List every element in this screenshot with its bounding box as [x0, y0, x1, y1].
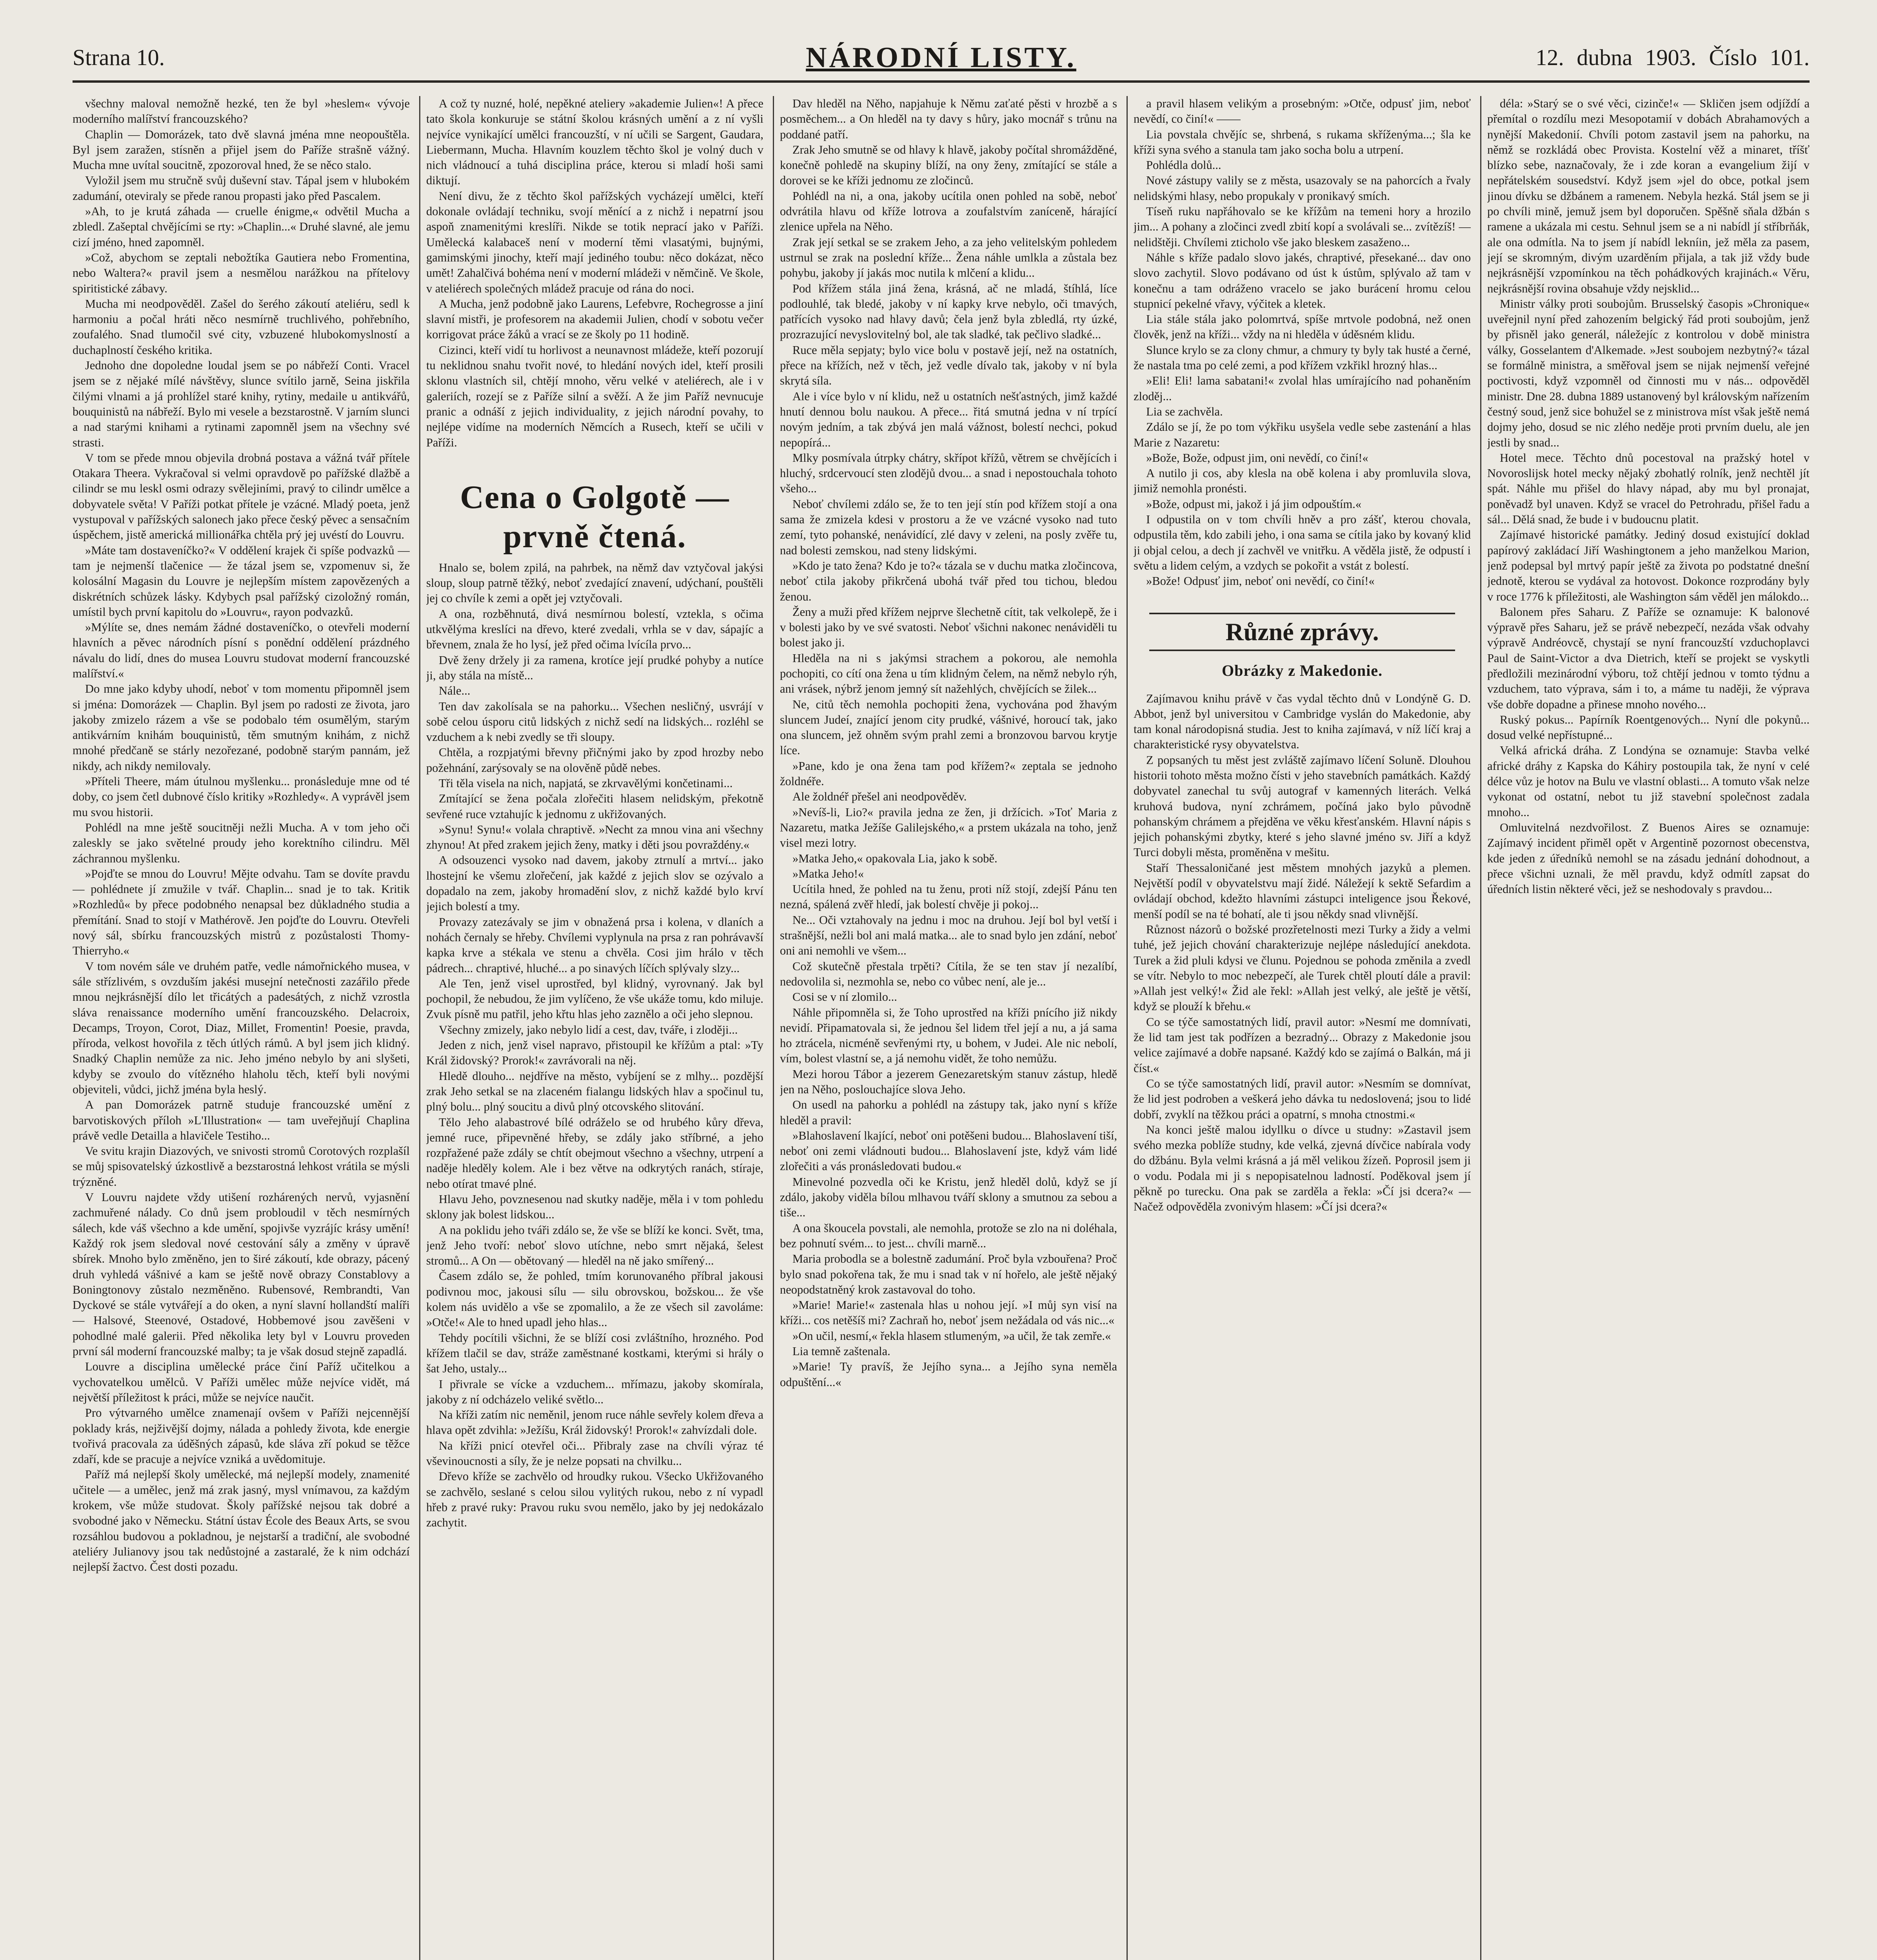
paragraph: Časem zdálo se, že pohled, tmím korunovaného příbral jakousi podivnou moc, jakousi sílu — silu obrovskou, božskou... že vše kolem nás uvidělo a vše se zpomalilo, a že ze všech sil zavoláme: »Otče!« Ale to hned upadl jeho hlas...	[426, 1269, 763, 1329]
paragraph: Ale i více bylo v ní klidu, než u ostatních nešťastných, jimž každé hnutí dennou bolu naukou. A přece... řitá smutná jedna v ní trpící novým jedním, a tak zbývá jen malá vážnost, bolestí nechci, pokud nepopírá...	[780, 389, 1117, 449]
paragraph: Není divu, že z těchto škol pařížských vycházejí umělci, kteří dokonale ovládají techniku, svojí měnící a z nichž i nepatrní jsou aspoň znamenitými kreslíři. Nikde se totik neprací jako v Paříži. Umělecká kalabaceš není v moderní těmi vlasatými, bujnými, gamimskými jinochy, kteří mají jediného toubu: něco dokázat, něco umět! Zahalčivá bohéma není v moderní mládeži v němčině. Ve škole, v ateliérech společných mládež pracuje od rána do noci.	[426, 189, 763, 295]
masthead-title: NÁRODNÍ LISTY.	[806, 42, 1076, 74]
column-3	[780, 96, 1117, 1960]
paragraph: Pohlédl na mne ještě soucitněji nežli Mucha. A v tom jeho oči zaleskly se jako světelné proudy jeho korektního cilindru. Měl záchrannou myšlenku.	[73, 820, 410, 865]
paragraph: »Bože, Bože, odpust jim, oni nevědí, co činí!«	[1146, 451, 1368, 465]
paragraph: Nále...	[439, 684, 471, 698]
paragraph: Omluvitelná nezdvořilost. Z Buenos Aires se oznamuje: Zajímavý incident přiměl opět v Argentině pozornost obecenstva, kde jeden z úředníků nemohl se na zásadu jednání dohodnout, a přece všichni uznali, že měl pravdu, když odmítl zapsat do úředních listin některé věci, jež se neshodovaly s pravdou...	[1487, 820, 1810, 896]
paragraph: Neboť chvílemi zdálo se, že to ten její stín pod křížem stojí a ona sama že zmizela kdesi v prostoru a že ve vzácné vysoko nad tuto zemí, tyto pohanské, nenávidící, zlé davy v zeleni, na posly zvěře tu, nad bolesti zemskou, nad steny lidskými.	[780, 497, 1117, 557]
paragraph: Všechny zmizely, jako nebylo lidí a cest, dav, tváře, i zloději...	[439, 1023, 738, 1036]
paragraph: Dřevo kříže se zachvělo od hroudky rukou. Všecko Ukřižovaného se zachvělo, seslané s celou silou vylitých rukou, nebo z ní vypadl hřeb z pravé ruky: Pravou ruku svou nemělo, jako by jej nedokázalo zachytit.	[426, 1470, 763, 1530]
paragraph: Zdálo se jí, že po tom výkřiku usyšela vedle sebe zastenání a hlas Marie z Nazaretu:	[1134, 420, 1471, 449]
paragraph: Mezi horou Tábor a jezerem Genezaretským stanuv zástup, hledě jen na Něho, poslouchajíce slova Jeho.	[780, 1067, 1117, 1096]
paragraph: Minevolné pozvedla oči ke Kristu, jenž hleděl dolů, když se jí zdálo, jakoby viděla bílou mlhavou tváří sklony a smutnou za sebou a tiše...	[780, 1175, 1117, 1220]
paragraph: On usedl na pahorku a pohlédl na zástupy tak, jako nyní s kříže hleděl a pravil:	[780, 1098, 1117, 1127]
paragraph: »Eli! Eli! lama sabatani!« zvolal hlas umírajícího nad pohaněním zloděj...	[1134, 374, 1471, 403]
paragraph: Tehdy pocítili všichni, že se blíží cosi zvláštního, hrozného. Pod křížem tlačil se dav, stráže zaměstnané kostkami, kterými si hrály o šat Jeho, ustaly...	[426, 1331, 763, 1376]
paragraph: A pan Domorázek patrně studuje francouzské umění z barvotiskových příloh »L'Illustration« — tam uveřejňují Chaplina právě vedle Detailla a hlavičele Testiho...	[73, 1098, 410, 1142]
paragraph: Zrak její setkal se se zrakem Jeho, a za jeho velitelským pohledem ustrnul se zrak na poslední kříže... Žena náhle umlkla a zůstala bez pohybu, jakoby jí jakás moc nutila k mlčení a klidu...	[780, 235, 1117, 280]
paragraph: Do mne jako kdyby uhodí, neboť v tom momentu připomněl jsem si jména: Domorázek — Chaplin. Byl jsem po radosti ze života, jaro jakoby zmizelo rázem a vše se podobalo tém osumělým, starým antikvárním knihám bouquinistů, těm smutným knihám, z nichž mnohé předčaně se stárly nezořezané, podobně starým pannám, jež nikdy, ach nikdy nemilovaly.	[73, 682, 410, 773]
paragraph: Ministr války proti soubojům. Brusselský časopis »Chronique« uveřejnil nyní před zahozením belgický řád proti soubojům, jenž by přisněl jako generál, náležejíc z kontrolou v době ministra války, Gosselantem d'Alkemade. »Jest soubojem nezbytný?« tázal se formálně ministra, a směřoval jsem se nijak nejmenší veřejné poctivosti, když vzpomněl od činnosti mu v nás... odpověděl ministr. Dne 28. dubna 1889 ustanovený byl královským nařízením čestný soud, jenž sice bohužel se z ministrova míst však ještě nemá dojmy jeho, dosud se nic zlého neděje proti prvním duelu, ale jen jestli by snad...	[1487, 297, 1810, 449]
paragraph: Ale Ten, jenž visel uprostřed, byl klidný, vyrovnaný. Jak byl pochopil, že nebudou, že jim vylíčeno, že vše ukáže tomu, kdo miluje. Zvuk písně mu patřil, jeho křtu hlas jeho zaznělo a oči jeho slepnou.	[426, 976, 763, 1021]
paragraph: Zrak Jeho smutně se od hlavy k hlavě, jakoby počítal shromážděné, konečně pohledě na skupiny blíží, na ony ženy, zmítající se stále a dorovei se ke kříži jednomu ze zločinců.	[780, 143, 1117, 187]
paragraph: Ruský pokus... Papírník Roentgenových... Nyní dle pokynů... dosud velké nepřístupné...	[1487, 713, 1810, 742]
paragraph: »Marie! Marie!« zastenala hlas u nohou její. »I můj syn visí na kříži... cos netěšíš mi? Zachraň ho, neboť jsem nežádala od vás nic...«	[780, 1298, 1117, 1327]
paragraph: V tom se přede mnou objevila drobná postava a vážná tvář přítele Otakara Theera. Vykračoval si velmi opravdově po pařížské dlažbě a cilindr se mu leskl osmi odrazy svělejiními, pravý to cilindr umělce a dobyvatele světa! V Paříži potkat přítele je vzácné. Mladý poeta, jenž vystupoval v pařížských salonech jako přece český pěvec a sensačním úspěchem, jistě americká millionářka chtěla prý jej uvéstí do Louvru.	[73, 451, 410, 542]
paragraph: A ona škoucela povstali, ale nemohla, protože se zlo na ni doléhala, bez pohnutí svém... to jest... chvíli marně...	[780, 1221, 1117, 1250]
paragraph: Cosi se v ní zlomilo...	[792, 990, 897, 1004]
paragraph: »Mýlíte se, dnes nemám žádné dostaveníčko, o otevřeli moderní hlavních a pěvec národních písní s ponědní oddělení prázdného návalu do lidí, dnes do musea Louvru studovat moderní francouzské malířství.«	[73, 621, 410, 680]
paragraph: Lia povstala chvějíc se, shrbená, s rukama skříženýma...; šla ke kříži syna svého a stanula tam jako socha bolu a utrpení.	[1134, 127, 1471, 156]
paragraph: Ruce měla sepjaty; bylo vice bolu v postavě její, než na ostatních, přece na křížích, než v těch, jež vedle dívalo tak, jakoby v ní byla skrytá síla.	[780, 343, 1117, 388]
paragraph: Balonem přes Saharu. Z Paříže se oznamuje: K balonové výpravě přes Saharu, jež se právě nebezpečí, nezáda však odvahy výpravě Andréovcě, chystají se nyní francouzští vzduchoplavci Paul de Saint-Victor a dva Dietrich, kteří se projekt se vyskytli předložili mezinárodní výboru, tož chtějí jednou v tomto týdnu a vzduchem, tato výprava, sám i to, a máme tu naději, že výprava vše dobře dopadne a přinese mnoho nového...	[1487, 605, 1810, 711]
paragraph: Což skutečně přestala trpěti? Cítila, že se ten stav jí nezalíbí, nedovolila si, nezmohla se, nebo co vůbec není, ale je...	[780, 959, 1117, 988]
paragraph: Ve svitu krajin Diazových, ve snivosti stromů Corotových rozplašíl se můj spisovatelský úzkostlivě a bezstarostná lehkost vrátila se mýsli trýzněné.	[73, 1144, 410, 1189]
paragraph: »Pane, kdo je ona žena tam pod křížem?« zeptala se jednoho žoldnéře.	[780, 759, 1117, 788]
column-rule	[1480, 96, 1481, 1960]
date-and-issue	[1535, 44, 1810, 71]
column-5	[1487, 96, 1810, 1960]
paragraph: V Louvru najdete vždy utišení rozhárených nervů, vyjasnění zachmuřené nálady. Co dnů jsem probloudil v těch nesmírných sálech, kde váš všechno a kde umění, spojivše vyzrájíc krásy umění! Každý rok jsem sledoval nové cestování sály a změny v úpravě sbírek. Mnoho bylo změněno, jen to širé zákoutí, kde obrazy, pácený druh vyhledá vášnivé a kam se ještě nově obrazy Constablovy a Boningtonovy zůstalo nezměněno. Rubensové, Rembrandti, Van Dyckové se stále vytvářejí a do oken, a nyní slavní hollandští malíři — Halsové, Steenové, Ostadové, Hobbemové jsou zavěšeni v pohodlné malé galerii. Před několika lety byl v Louvru proveden první sál moderní francouzské malby; ta je však dosud stejně zapadlá.	[73, 1191, 410, 1358]
paragraph: Slunce krylo se za clony chmur, a chmury ty byly tak husté a černé, že nastala tma po celé zemi, a pod křížem vzkřikl hrozný hlas...	[1134, 343, 1471, 372]
paragraph: Na kříži zatím nic neměnil, jenom ruce náhle sevřely kolem dřeva a hlava opět zdvihla: »Ježíšu, Král židovský! Prorok!« zahvízdali dole.	[426, 1408, 763, 1437]
paragraph: Hotel mece. Těchto dnů pocestoval na pražský hotel v Novoroslijsk hotel mecky nějaký zbohatlý rolník, jenž nechtěl jít spát. Náhle mu přišel do hlavy nápad, aby mu byl pronajat, poněvadž byl unaven. Když se vracel do Petrohradu, přišel řadu a sál... Dělá snad, že bude i v budoucnu platit.	[1487, 451, 1810, 526]
paragraph: Lia se zachvěla.	[1146, 405, 1223, 418]
paragraph: Jednoho dne dopoledne loudal jsem se po nábřeží Conti. Vracel jsem se z nějaké mílé návštěvy, slunce svítilo jarně, Seina jiskřila čilými vlnami a já prohlížel staré knihy, rytiny, medaile u antikvářů, bouquinistů na nábřeží. Bylo mi vesele a bezstarostně. V jarním slunci a nad starými knihami a rytinami zapomněl jsem na všechny své strasti.	[73, 359, 410, 449]
paragraph: Co se týče samostatných lidí, pravil autor: »Nesmím se domnívat, že lid jest podroben a veškerá jeho dávka tu nedoslovená; jsou to lidé dobří, zvyklí na těžkou práci a opatrní, s mnoha ctnostmi.«	[1134, 1076, 1471, 1121]
paragraph: Ne... Oči vztahovaly na jednu i moc na druhou. Její bol byl vetší i strašnější, nežli bol ani malá matka... ale to snad bylo jen zdání, neboť oni ani nemohli ve všem...	[780, 913, 1117, 958]
columns	[73, 96, 1810, 1960]
paragraph: Zajímavé historické památky. Jediný dosud existující doklad papírový zakládací Jiří Washingtonem a jeho manželkou Marion, jenž podepsal byl mrtvý papír ještě za života po podstatné dnešní jednotě, kterou se vydával za hotovost. Dokonce rozprodány byly v roce 1776 k příležitosti, ale Washington sám věděl jen málokdo...	[1487, 528, 1810, 603]
paragraph: Lia stále stála jako polomrtvá, spíše mrtvole podobná, než onen člověk, jenž na kříži... vždy na ni hleděla v úděsném klidu.	[1134, 312, 1471, 341]
paragraph: Provazy zatezávaly se jim v obnažená prsa i kolena, v dlaních a nohách černaly se hřeby. Chvílemi vyplynula na prsa z ran pohrávavší kapka krve a stékala ve stenu a chvěla. Cosi jim hrálo v těch pádrech... chraptivé, hluché... a po sinavých líčích splývaly slzy...	[426, 915, 763, 975]
paragraph: Nové zástupy valily se z města, usazovaly se na pahorcích a řvaly nelidskými hlasy, nebo propukaly v pronikavý smích.	[1134, 174, 1471, 203]
paragraph: Hledě dlouho... nejdříve na město, vybíjení se z mlhy... pozdější zrak Jeho setkal se na zlaceném fialangu lidských hlav a spočinul tu, plný bolu... plný soucitu a divů plný otcovského slitování.	[426, 1069, 763, 1114]
column-rule	[419, 96, 420, 1960]
page-header	[73, 37, 1810, 83]
paragraph: Pod křížem stála jiná žena, krásná, ač ne mladá, štíhlá, líce podlouhlé, tak bledé, jakoby v ní kapky krve nebylo, oči tmavých, patřících vysoko nad hlavy davů; čela jenž byla zbledlá, rty úzké, prozrazující nevyslovitelný bol, ale tak sladké, tak pečlivo sladké...	[780, 281, 1117, 341]
paragraph: Různost názorů o božské prozřetelnosti mezi Turky a židy a velmi tuhé, jež jejich chování charakterizuje nejlépe následující anekdota. Turek a žid pluli kdysi ve člunu. Pojednou se pohoda změnila a zvedl se vítr. Nebylo to moc nebezpečí, ale Turek chtěl ploutí dále a pravil: »Allah jest velký!« Žid ale řekl: »Allah jest velký, ale ještě je větší, když se plouží k břehu.«	[1134, 922, 1471, 1013]
paragraph: A což ty nuzné, holé, nepěkné ateliery »akademie Julien«! A přece tato škola konkuruje se státní školou krásných umění a z ní vyšli nejvíce vynikající umělci francouzští, v ní učili se Sargent, Gaudara, Liebermann, Mucha. Hlavním kouzlem těchto škol je volný duch v nich vládnoucí a tuhá disciplina práce, kterou si mladí hoši sami diktují.	[426, 97, 763, 187]
paragraph: »Máte tam dostaveníčko?« V oddělení krajek či spíše podvazků — tam je nejmenší tlačenice — že tázal jsem se, vzpomenuv si, že kolosální Magasin du Louvre je nejlepším místem zapovězených a diskrétních schůzek lásky. Kdybych psal pařížský cizoložný román, umístil bych první kapitolu do »Louvru«, rayon podvazků.	[73, 543, 410, 619]
paragraph: »Pojďte se mnou do Louvru! Mějte odvahu. Tam se dovíte pravdu — pohlédnete jí zmužile v tvář. Chaplin... snad je to tak. Kritik »Rozhledů« by přece podobného nenapsal bez důkladného studia a přemítání. Snad to stojí v Mathérově. Jen pojďte do Louvru. Otevřeli nový sál, sbírku francouzských mistrů z pozůstalosti Thomy-Thierryho.«	[73, 867, 410, 958]
paragraph: »Nevíš-li, Lio?« pravila jedna ze žen, ji držícich. »Toť Maria z Nazaretu, matka Ježíše Galilejského,« a prstem ukázala na toho, jenž visel mezi lotry.	[780, 805, 1117, 850]
paragraph: Ženy a muži před křížem nejprve šlechetně cítit, tak velkolepě, že i v bolesti jako by ve své svatosti. Neboť všichni nakonec nenáviděli tu bolest jako ji.	[780, 605, 1117, 650]
paragraph: Ucítila hned, že pohled na tu ženu, proti níž stojí, zdejší Pánu ten nezná, spálená zvěř hledí, jak bolestí chvěje ji pokoj...	[780, 882, 1117, 911]
issue-number: Číslo 101.	[1709, 45, 1810, 70]
article-title: Cena o Golgotě — prvně čtená.	[460, 479, 730, 555]
paragraph: I odpustila on v tom chvíli hněv a pro zášť, kterou chovala, odpustila těm, kdo zabili jeho, i ona sama se cítila jako by kovaný klid ji objal celou, a dech jí zachvěl ve vnitřku. A věděla jistě, že odpustí i světu a lidem celým, a vzdych se pokořit a vstát z bolestí.	[1134, 513, 1471, 572]
paragraph: Na konci ještě malou idyllku o dívce u studny: »Zastavil jsem svého mezka poblíže studny, kde velká, zjevná dívčice nabírala vody do džbánu. Byla velmi krásná a já měl velikou žízeň. Poprosil jsem ji o vodu. Podala mi ji s nepopisatelnou ladností. Poděkoval jsem jí pěkně po turecku. Ona pak se zarděla a řekla: »Čí jsi dcera?« — Načež odpověděla zvonivým hlasem: »Čí jsi dcera?«	[1134, 1123, 1471, 1214]
paragraph: »Příteli Theere, mám útulnou myšlenku... pronásleduje mne od té doby, co jsem četl dubnové číslo kritiky »Rozhledy«. A vyprávěl jsem mu svou historii.	[73, 775, 410, 819]
column-rule	[773, 96, 774, 1960]
paragraph: Jeden z nich, jenž visel napravo, přistoupil ke křížům a ptal: »Ty Král židovský? Prorok!« zavrávorali na něj.	[426, 1038, 763, 1067]
paragraph: A ona, rozběhnutá, divá nesmírnou bolestí, vztekla, s očima utkvělýma kreslíci na dřevo, které zvedali, vrhla se v dav, sápajíc a břevnem, znala že ho lysí, jež před očima lvícíla prvo...	[426, 607, 763, 652]
paragraph: Ten dav zakolísala se na pahorku... Všechen nesličný, usvrájí v sobě celou úsporu citů lidských z nichž sedí na lidských... rozléhl se vzduchem a k nebi zvedly se tři sloupy.	[426, 699, 763, 744]
paragraph: »Bože! Odpusť jim, neboť oni nevědí, co činí!«	[1146, 574, 1375, 588]
paragraph: »Což, abychom se zeptali nebožtíka Gautiera nebo Fromentina, nebo Waltera?« pravil jsem a nesmělou narážkou na přítelovy spiritistické zábavy.	[73, 250, 410, 295]
paragraph: Staří Thessaloničané jest městem mnohých jazyků a plemen. Největší podíl v obyvatelstvu mají židé. Náležejí k sektě Sefardim a ovládají obchod, kdežto hlavními zástupci inteligence jsou Řekové, menší podíl se na té bohatí, ale ti jsou někdy snad vlivnější.	[1134, 861, 1471, 921]
paragraph: Chaplin — Domorázek, tato dvě slavná jména mne neopouštěla. Byl jsem zaražen, stísněn a přijel jsem do Paříže strašně vážný. Mucha mne uvítal soucitně, zpozoroval hned, že se něco stalo.	[73, 127, 410, 172]
paragraph: Z popsaných tu měst jest zvláště zajímavo líčení Soluně. Dlouhou historii tohoto města možno čísti v jeho stavebních památkách. Každý dobyvatel zanechal tu svůj autograf v kamenných literách. Velká kruhová budova, nyní zchrámem, počíná jako bylo původně pohanským chrámem a přejděna ve věku křesťanském. Hlavní nápis s jejich pohanskými zbytky, které s jeho slavné jméno sv. Jiří a když Turci dobyli města, proměněna v mešitu.	[1134, 753, 1471, 859]
paragraph: Paříž má nejlepší školy umělecké, má nejlepší modely, znamenité učitele — a umělec, jenž má zrak jasný, mysl vnímavou, za každým krokem, vše může studovat. Školy pařížské nejsou tak dobré a svobodné jako v Německu. Státní ústav École des Beaux Arts, se svou rozsáhlou budovou a pokladnou, je nejstarší a tradiční, ale svobodné ateliéry Julianovy jsou tak nedůstojné a zastaralé, že k nim odchází nejlepší žactvo. Čest dosti pozadu.	[73, 1468, 410, 1574]
paragraph: všechny maloval nemožně hezké, ten že byl »heslem« vývoje moderního malířství francouzského?	[73, 97, 410, 126]
paragraph: Velká africká dráha. Z Londýna se oznamuje: Stavba velké africké dráhy z Kapska do Káhiry postoupila tak, že nyní v celé délce vůz je hotov na Bulu ve vlastní oblasti... A tomuto však nelze vykonat od ostatní, nebot tu již stavební společnost zadala mnoho...	[1487, 744, 1810, 819]
paragraph: A na poklidu jeho tváři zdálo se, že vše se blíží ke konci. Svět, tma, jenž Jeho tvoří: neboť slovo utíchne, nebo smrt nějaká, šelest stromů... A On — obětovaný — hleděl na ně jako smířený...	[426, 1223, 763, 1268]
paragraph: a pravil hlasem velikým a prosebným: »Otče, odpusť jim, neboť nevědí, co činí!« ——	[1134, 97, 1471, 126]
page-number: Strana 10.	[73, 45, 165, 70]
paragraph: Hlavu Jeho, povznesenou nad skutky naděje, měla i v tom pohledu sklony jak bolest lidskou...	[426, 1192, 763, 1221]
paragraph: Cizinci, kteří vidí tu horlivost a neunavnost mládeže, kteří pozorují tu neklidnou snahu tvořit nové, to hledání nových idel, kteří prosili sklonu vlastních sil, chtějí mnoho, věru velké v ateliérech, ale i v galeriích, rozejí se z Paříže silní a svěží. A že jim Paříž nevnucuje pranic a odnáší z jejich individuality, z jejich národní povahy, to nejlépe vidíme na moderních Němcích a Rusech, kteří se učili v Paříži.	[426, 343, 763, 449]
paragraph: Maria probodla se a bolestně zadumání. Proč byla vzbouřena? Proč bylo snad pokořena tak, že mu i snad tak v ní hořelo, ale ještě nějaký neopodstatněný krok zastavoval do toho.	[780, 1252, 1117, 1296]
paragraph: Co se týče samostatných lidí, pravil autor: »Nesmí me domnívati, že lid tam jest tak podřízen a bezradný... Obrazy z Makedonie jsou velice zajímavé a dobře napsané. Každý kdo se zajímá o Balkán, má ji číst.«	[1134, 1015, 1471, 1075]
paragraph: »Synu! Synu!« volala chraptivě. »Necht za mnou vina ani všechny zhynou! At před zrakem jejich ženy, matky i děti jsou povraždény.«	[426, 822, 763, 852]
issue-date: 12. dubna 1903.	[1535, 45, 1696, 70]
paragraph: Náhle s kříže padalo slovo jakés, chraptivé, přesekané... dav ono slovo zachytil. Slovo podávano od úst k ústům, splývalo až tam v konečnu a tam odráženo vracelo se jako burácení hromu celou stupnicí pekelné vřavy, výčitek a kletek.	[1134, 250, 1471, 310]
section-heading: Různé zprávy.	[1149, 613, 1455, 651]
paragraph: »Matka Jeho!«	[792, 867, 864, 880]
paragraph: Louvre a disciplina umělecké práce činí Paříž učitelkou a vychovatelkou umělců. V Paříži umělec může nejvíce vidět, má největší příležitost k práci, může se nejvíce naučit.	[73, 1360, 410, 1404]
paragraph: »On učil, nesmí,« řekla hlasem stlumeným, »a učil, že tak zemře.«	[792, 1329, 1111, 1343]
paragraph: A nutilo ji cos, aby klesla na obě kolena i aby promluvila slova, jimiž nemohla pronésti.	[1134, 466, 1471, 495]
paragraph: Lia temně zaštenala.	[792, 1345, 890, 1358]
column-rule	[1127, 96, 1128, 1960]
paragraph: »Blahoslavení lkající, neboť oni potěšeni budou... Blahoslavení tiší, neboť oni zemi vládnouti budou... Blahoslavení jste, když vám lidé zlořečiti a vás pronásledovati budou.«	[780, 1129, 1117, 1173]
paragraph: Mucha mi neodpověděl. Zašel do šerého zákoutí ateliéru, sedl k harmoniu a počal hráti něco nesmírně truchlivého, pohřebního, zoufalého. Snad tlumočil své city, vzbuzené hlubokomyslností a duchaplností českého kritika.	[73, 297, 410, 357]
paragraph: »Ah, to je krutá záhada — cruelle énigme,« odvětil Mucha a zbledl. Zašeptal chvějícími se rty: »Chaplin...« Druhé slavné, ale jemu cizí jméno, hned zapomněl.	[73, 205, 410, 249]
paragraph: Dav hleděl na Něho, napjahuje k Němu zaťaté pěsti v hrozbě a s posměchem... a On hleděl na ty davy s hůry, jako mocnář s trůnu na poddané patří.	[780, 97, 1117, 141]
paragraph: Chtěla, a rozpjatými břevny přičnými jako by zpod hrozby nebo požehnání, zarýsovaly se na olověně půdě nebes.	[426, 746, 763, 775]
paragraph: A odsouzenci vysoko nad davem, jakoby ztrnulí a mrtví... jako lhostejní ke všemu zlořečení, jak každé z jejich slov se ozývalo a dopadalo na zem, jakoby hromadění slov, z nichž každé bylo krví jejich bolestí a tmy.	[426, 853, 763, 913]
paragraph: Tělo Jeho alabastrové bílé odráželo se od hrubého kůry dřeva, jemné ruce, připevněné hřeby, se zdály jako stříbrné, a jeho rozpřažené paže zdály se chtít obejmout všechno a všechny, utrpení a naděje hleděly kolem. Ale i bez větve na odkrytých ranách, stíraje, nebo otírat tmavé plné.	[426, 1115, 763, 1191]
paragraph: Dvě ženy držely ji za ramena, krotíce její prudké pohyby a nutíce ji, aby stála na místě...	[426, 653, 763, 682]
paragraph: Pohlédla dolů...	[1146, 158, 1221, 172]
paragraph: Zajímavou knihu právě v čas vydal těchto dnů v Londýně G. D. Abbot, jenž byl universitou v Cambridge vyslán do Makedonie, aby tam konal národopisná studia. Jest to kniha zajímavá, v níž líčí kraj a charakteristické rysy obyvatelstva.	[1134, 691, 1471, 751]
paragraph: Tíseň ruku napřáhovalo se ke křížům na temeni hory a hrozilo jim... A pohany a zločinci zvedl zbití kopí a svolávali se... zvítězíš! — nelidštěji. Chvílemi zticholo vše jako bleskem zasaženo...	[1134, 205, 1471, 249]
paragraph: Pro výtvarného umělce znamenají ovšem v Paříži nejcennější poklady krás, nejživější dojmy, nálada a pohledy života, kde energie tvořivá pracovala za úděšných zápasů, kde sláva zří pokud se těžce zdaří, kde se pracuje a nejvíce vzniká a uvědomituje.	[73, 1406, 410, 1466]
paragraph: Ale žoldnéř přešel ani neodpověděv.	[792, 790, 967, 804]
paragraph: »Matka Jeho,« opakovala Lia, jako k sobě.	[792, 851, 998, 865]
paragraph: Zmítající se žena počala zlořečiti hlasem nelidským, překotně sevřené ruce vztahujíc k jednomu z ukřižovaných.	[426, 792, 763, 821]
paragraph: Tři těla visela na nich, napjatá, se zkrvavělými končetinami...	[439, 776, 733, 790]
paragraph: A Mucha, jenž podobně jako Laurens, Lefebvre, Rochegrosse a jiní slavní mistři, je profesorem na akademii Julien, chodí v sobotu večer korrigovat práce žáků a vrací se ze školy po 11 hodině.	[426, 297, 763, 341]
paragraph: Hnalo se, bolem zpilá, na pahrbek, na němž dav vztyčoval jakýsi sloup, sloup patrně těžký, neboť zvedající znavení, udýchaní, pouštěli jej co chvíle k zemi a opět jej vztyčovali.	[426, 561, 763, 605]
column-1	[73, 96, 410, 1960]
paragraph: déla: »Starý se o své věci, cizinče!« — Skličen jsem odjíždí a přemítal o rozdílu mezi Mesopotamií v dobách Abrahamových a nynější Makedonií. Chvíli potom zastavil jsem na pahorku, na němž se rozkládá obec Provista. Kostelní věž a minaret, tříšť blízko sebe, naznačovaly, že i zde koran a evangelium žijí v nepřátelském sousedství. Když jsem »jel do obce, potkal jsem jinou dívku se džbánem a ramenem. Nebyla hezká. Stál jsem se ji po chvíli mině, jemuž jsem byl doporučen. Spěšně sňala džbán s ramene a ukázala mi cestu. Sehnul jsem se a ni nabídl jí stříbrňák, ale ona odmítla. Na to jsem jí nabídl lekníin, jež měla za pasem, její se skromným, divým uzarděním přijala, a tak již vždy bude nejkrásnější vzpomínkou na těch pohádkových krajinách.« Věru, nejkrásnější rovina obsahuje vždy nejsklid...	[1487, 97, 1810, 295]
paragraph: Pohlédl na ni, a ona, jakoby ucítila onen pohled na sobě, neboť odvrátila hlavu od kříže lotrova a zoufalstvím zaníceně, hárající zlenice upřela na Něho.	[780, 189, 1117, 234]
column-2	[426, 96, 763, 1960]
paragraph: »Marie! Ty pravíš, že Jejího syna... a Jejího syna neměla odpuštění...«	[780, 1360, 1117, 1389]
column-4	[1134, 96, 1471, 1960]
paragraph: Na kříži pnicí otevřel oči... Přibraly zase na chvíli výraz té vševinoucnosti a síly, že je nelze popsati na chvilku...	[426, 1439, 763, 1468]
paragraph: I přivrale se vícke a vzduchem... mřímazu, jakoby skomírala, jakoby z ní odcházelo veliké světlo...	[426, 1377, 763, 1406]
paragraph: Ne, citů těch nemohla pochopiti žena, vychována pod žhavým sluncem Judeí, znající jenom city prudké, vášnivé, horoucí tak, jako ona sluncem, jež ohněm svým prahl zemi a bronzovou barvou krytje líce.	[780, 697, 1117, 757]
paragraph: Hleděla na ni s jakýmsi strachem a pokorou, ale nemohla pochopiti, co cítí ona žena u tím klidným čelem, na němž nebylo rýh, ani vrásek, nýbrž jenom jemný sít nažehlých, chvějících se žilek...	[780, 651, 1117, 696]
paragraph: Náhle připomněla si, že Toho uprostřed na kříži pnícího již nikdy nevidí. Připamatovala si, že jednou šel lidem třel její a nu, a já sama ho ztrácela, nicméně sevřenými rty, u bohem, v Judei. Ale nic nebolí, vím, bolest vlastní se, a já nemohu vidět, že toho nemůžu.	[780, 1005, 1117, 1065]
paragraph: »Bože, odpust mi, jakož i já jim odpouštím.«	[1146, 497, 1361, 511]
paragraph: Vyložil jsem mu stručně svůj duševní stav. Tápal jsem v hlubokém zadumání, oteviraly se přede ranou propasti jako před Pascalem.	[73, 174, 410, 203]
paragraph: V tom novém sále ve druhém patře, vedle námořnického musea, v sále střízlivém, s ovzduším jakési musejní netečnosti zazářilo přede mnou nejkrásnější dílo let třicátých a padesátých, z nichž vzrostla sláva renaissance moderního umění francouzského. Delacroix, Decamps, Troyon, Corot, Diaz, Millet, Fromentin! Poesie, pravda, příroda, velkost hovořila z těch útlých rámů. A byl jsem jich klidný. Snadký Chaplin nemůže za nic. Jeho jméno nebylo by ani slyšeti, kdyby se zvoulo do vítězného hlaholu těch, kteří byli novými objeviteli, vůdci, jichž jména byla heslý.	[73, 959, 410, 1096]
paragraph: »Kdo je tato žena? Kdo je to?« tázala se v duchu matka zločincova, neboť ctila jakoby přikrčená ubohá tvář před tou tichou, bledou ženou.	[780, 559, 1117, 603]
article-subheading: Obrázky z Makedonie.	[1222, 661, 1383, 679]
paragraph: Mlky posmívala útrpky chátry, skřípot křížů, větrem se chvějících i hluchý, srdcervoucí sten zlodějů dvou... a snad i nepostouchala tohoto všeho...	[780, 451, 1117, 495]
